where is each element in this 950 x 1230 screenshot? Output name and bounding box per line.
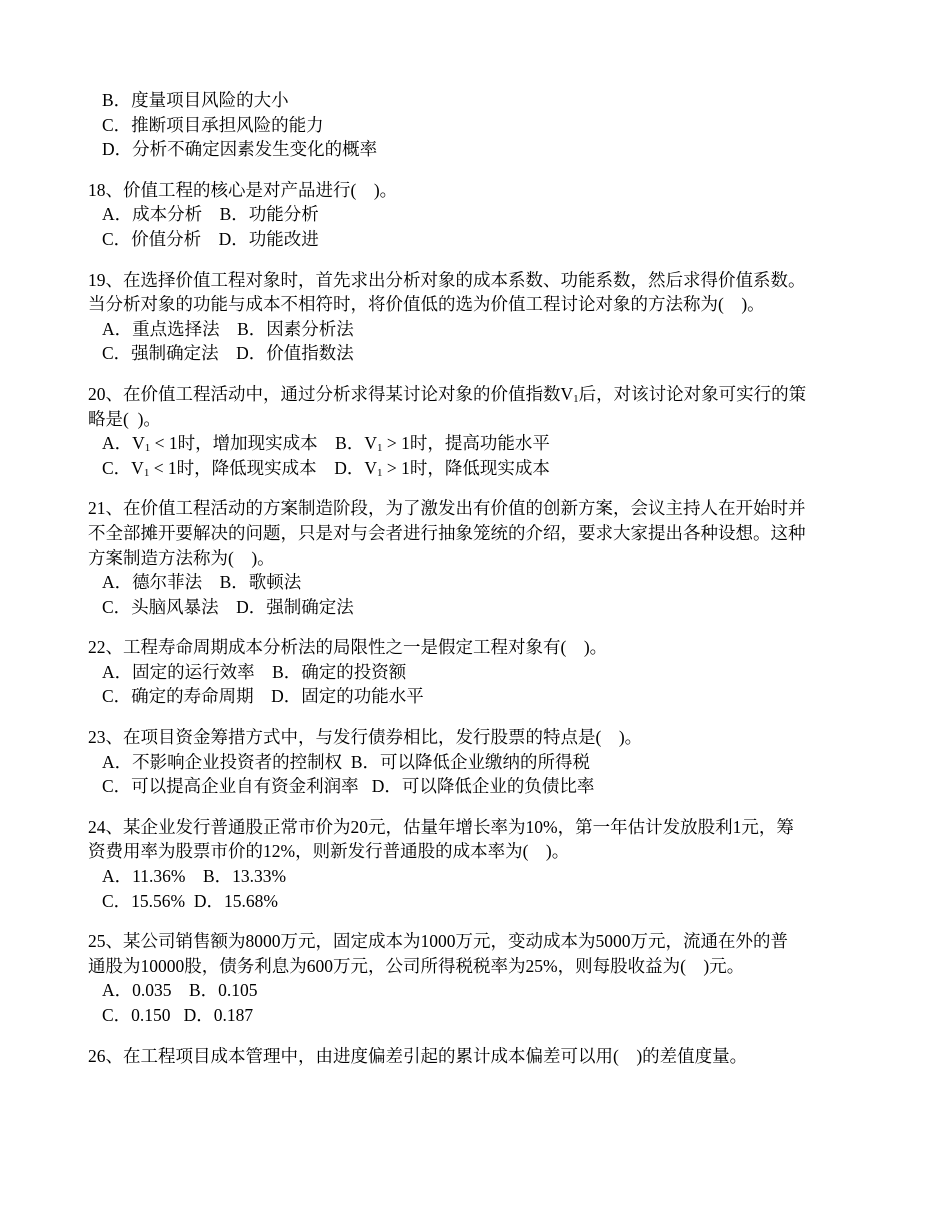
question-text: 19、在选择价值工程对象时，首先求出分析对象的成本系数、功能系数，然后求得价值系数。 xyxy=(88,269,806,290)
question-text: 当分析对象的功能与成本不相符时，将价值低的选为价值工程讨论对象的方法称为( )。 xyxy=(88,294,765,315)
question-17-options xyxy=(88,88,868,162)
option-line: A．$V_1 < 1$时，增加现实成本 B．$V_1 > 1$时，提高功能水平 xyxy=(102,433,550,455)
option-line: A．11.36% B．13.33% xyxy=(102,866,287,887)
option-line: A．重点选择法 B．因素分析法 xyxy=(102,318,354,339)
question-24 xyxy=(88,815,868,913)
question-text: 25、某公司销售额为8000万元，固定成本为1000万元，变动成本为5000万元，流通在外的普 xyxy=(88,931,788,952)
question-text: 方案制造方法称为( )。 xyxy=(88,547,275,568)
question-text: 18、价值工程的核心是对产品进行( )。 xyxy=(88,179,398,200)
question-text: 资费用率为股票市价的12%，则新发行普通股的成本率为( )。 xyxy=(88,841,570,862)
option-line: B．度量项目风险的大小 xyxy=(102,90,289,110)
question-text: 不全部摊开要解决的问题，只是对与会者进行抽象笼统的介绍，要求大家提出各种设想。这种 xyxy=(88,522,806,543)
option-line: C．确定的寿命周期 D．固定的功能水平 xyxy=(102,686,424,707)
question-text: 22、工程寿命周期成本分析法的局限性之一是假定工程对象有( )。 xyxy=(88,637,608,658)
option-line: A．成本分析 B．功能分析 xyxy=(102,204,319,225)
question-18 xyxy=(88,178,868,252)
option-line: C．头脑风暴法 D．强制确定法 xyxy=(102,596,354,617)
question-text: 21、在价值工程活动的方案制造阶段，为了激发出有价值的创新方案，会议主持人在开始时并 xyxy=(88,498,806,519)
question-text: 23、在项目资金筹措方式中，与发行债券相比，发行股票的特点是( )。 xyxy=(88,727,643,748)
option-line: C．价值分析 D．功能改进 xyxy=(102,228,319,249)
question-text: 略是( )。 xyxy=(88,408,161,429)
option-line: A．固定的运行效率 B．确定的投资额 xyxy=(102,661,407,682)
question-20 xyxy=(88,382,868,480)
option-line: C．$V_1 < 1$时，降低现实成本 D．$V_1 > 1$时，降低现实成本 xyxy=(102,457,550,479)
exam-page xyxy=(88,88,868,1068)
option-line: C．推断项目承担风险的能力 xyxy=(102,114,324,135)
question-text: 通股为10000股，债务利息为600万元，公司所得税税率为25%，则每股收益为( )元。 xyxy=(88,955,745,976)
question-23 xyxy=(88,725,868,799)
question-text: 26、在工程项目成本管理中，由进度偏差引起的累计成本偏差可以用( )的差值度量。 xyxy=(88,1045,748,1066)
option-line: C．强制确定法 D．价值指数法 xyxy=(102,343,354,364)
question-text: 20、在价值工程活动中，通过分析求得某讨论对象的价值指数$V_1$后，对该讨论对象可实行的策 xyxy=(88,383,807,405)
option-line: A．0.035 B．0.105 xyxy=(102,980,258,1001)
option-line: C．可以提高企业自有资金利润率 D．可以降低企业的负债比率 xyxy=(102,776,595,797)
question-22 xyxy=(88,635,868,709)
option-line: C．0.150 D．0.187 xyxy=(102,1005,254,1025)
question-21 xyxy=(88,496,868,619)
option-line: A．不影响企业投资者的控制权 B．可以降低企业缴纳的所得税 xyxy=(102,751,591,772)
question-26 xyxy=(88,1044,868,1069)
question-25 xyxy=(88,929,868,1027)
question-text: 24、某企业发行普通股正常市价为20元，估量年增长率为10%，第一年估计发放股利1元，筹 xyxy=(88,816,794,837)
option-line: D．分析不确定因素发生变化的概率 xyxy=(102,139,378,160)
option-line: A．德尔菲法 B．歌顿法 xyxy=(102,572,302,593)
question-19 xyxy=(88,268,868,366)
option-line: C．15.56% D．15.68% xyxy=(102,890,278,911)
